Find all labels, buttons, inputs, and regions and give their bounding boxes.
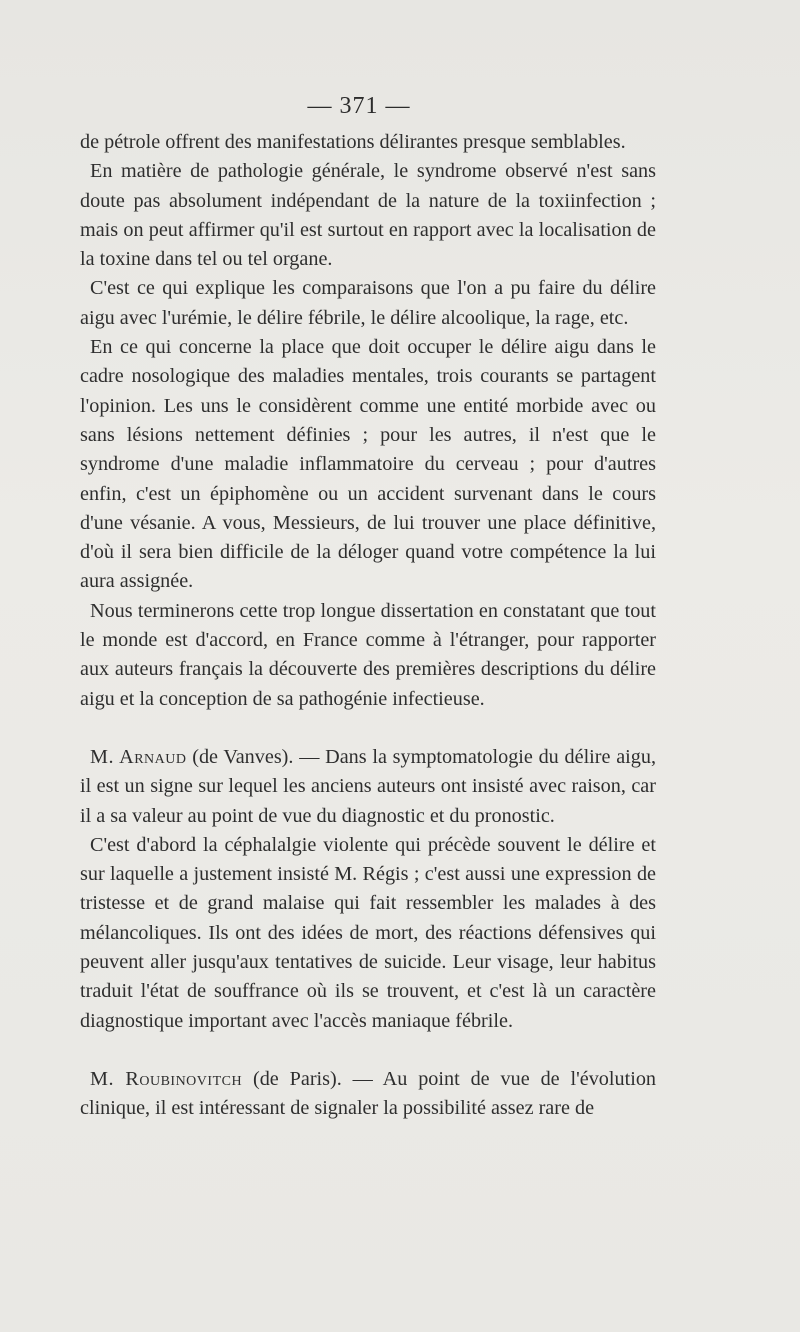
- paragraph-pathologie: En matière de pathologie générale, le syndrome observé n'est sans doute pas absolument indépendant de la nature de la toxiinfection ; mais on peut affirmer qu'il est surtout en rapport avec la localisation de la toxine dans tel ou tel organe.: [80, 160, 656, 271]
- intervention-text: Dans la symptomatologie du délire aigu, il est un signe sur lequel les anciens auteurs ont insisté avec raison, car il a sa valeur au point de vue du diagnostic et du pronostic.: [80, 745, 657, 827]
- paragraph-continuation: de pétrole offrent des manifestations délirantes presque semblables.: [80, 131, 626, 153]
- intervention-text: Au point de vue de l'évolution clinique, il est intéressant de signaler la possibilité assez rare de: [80, 1067, 657, 1120]
- page-number: — 371 —: [307, 93, 411, 119]
- paragraph-comparaisons: C'est ce qui explique les comparaisons que l'on a pu faire du délire aigu avec l'urémie, le délire fébrile, le délire alcoolique, la rage, etc.: [80, 277, 656, 329]
- paragraph-conclusion: Nous terminerons cette trop longue dissertation en constatant que tout le monde est d'accord, en France comme à l'étranger, pour rapporter aux auteurs français la découverte des premières descriptions du délire aigu et la conception de sa pathogénie infectieuse.: [80, 599, 656, 710]
- intervention-roubinovitch: [80, 1065, 656, 1124]
- page-body: [80, 128, 656, 1124]
- speaker-origin: (de Paris). —: [252, 1067, 373, 1090]
- paragraph-nosologie: En ce qui concerne la place que doit occuper le délire aigu dans le cadre nosologique des maladies mentales, trois courants se partagent l'opinion. Les uns le considèrent comme une entité morbide avec ou sans lésions nettement définies ; pour les autres, il n'est que le syndrome d'une maladie inflammatoire du cerveau ; pour d'autres enfin, c'est un épiphomène ou un accident survenant dans le cours d'une vésanie. A vous, Messieurs, de lui trouver une place définitive, d'où il sera bien difficile de la déloger quand votre compétence la lui aura assignée.: [80, 336, 656, 593]
- intervention-arnaud-continuation: C'est d'abord la céphalalgie violente qui précède souvent le délire et sur laquelle a justement insisté M. Régis ; c'est aussi une expression de tristesse et de grand malaise qui fait ressembler les malades à des mélancoliques. Ils ont des idées de mort, des réactions défensives qui peuvent aller jusqu'aux tentatives de suicide. Leur visage, leur habitus traduit l'état de souffrance où ils se trouvent, et c'est là un caractère diagnostique important avec l'accès maniaque fébrile.: [80, 833, 656, 1032]
- speaker-origin: (de Vanves). —: [192, 745, 320, 768]
- speaker-name: M. Roubinovitch: [90, 1067, 243, 1090]
- intervention-arnaud: [80, 743, 656, 831]
- speaker-name: M. Arnaud: [90, 745, 187, 768]
